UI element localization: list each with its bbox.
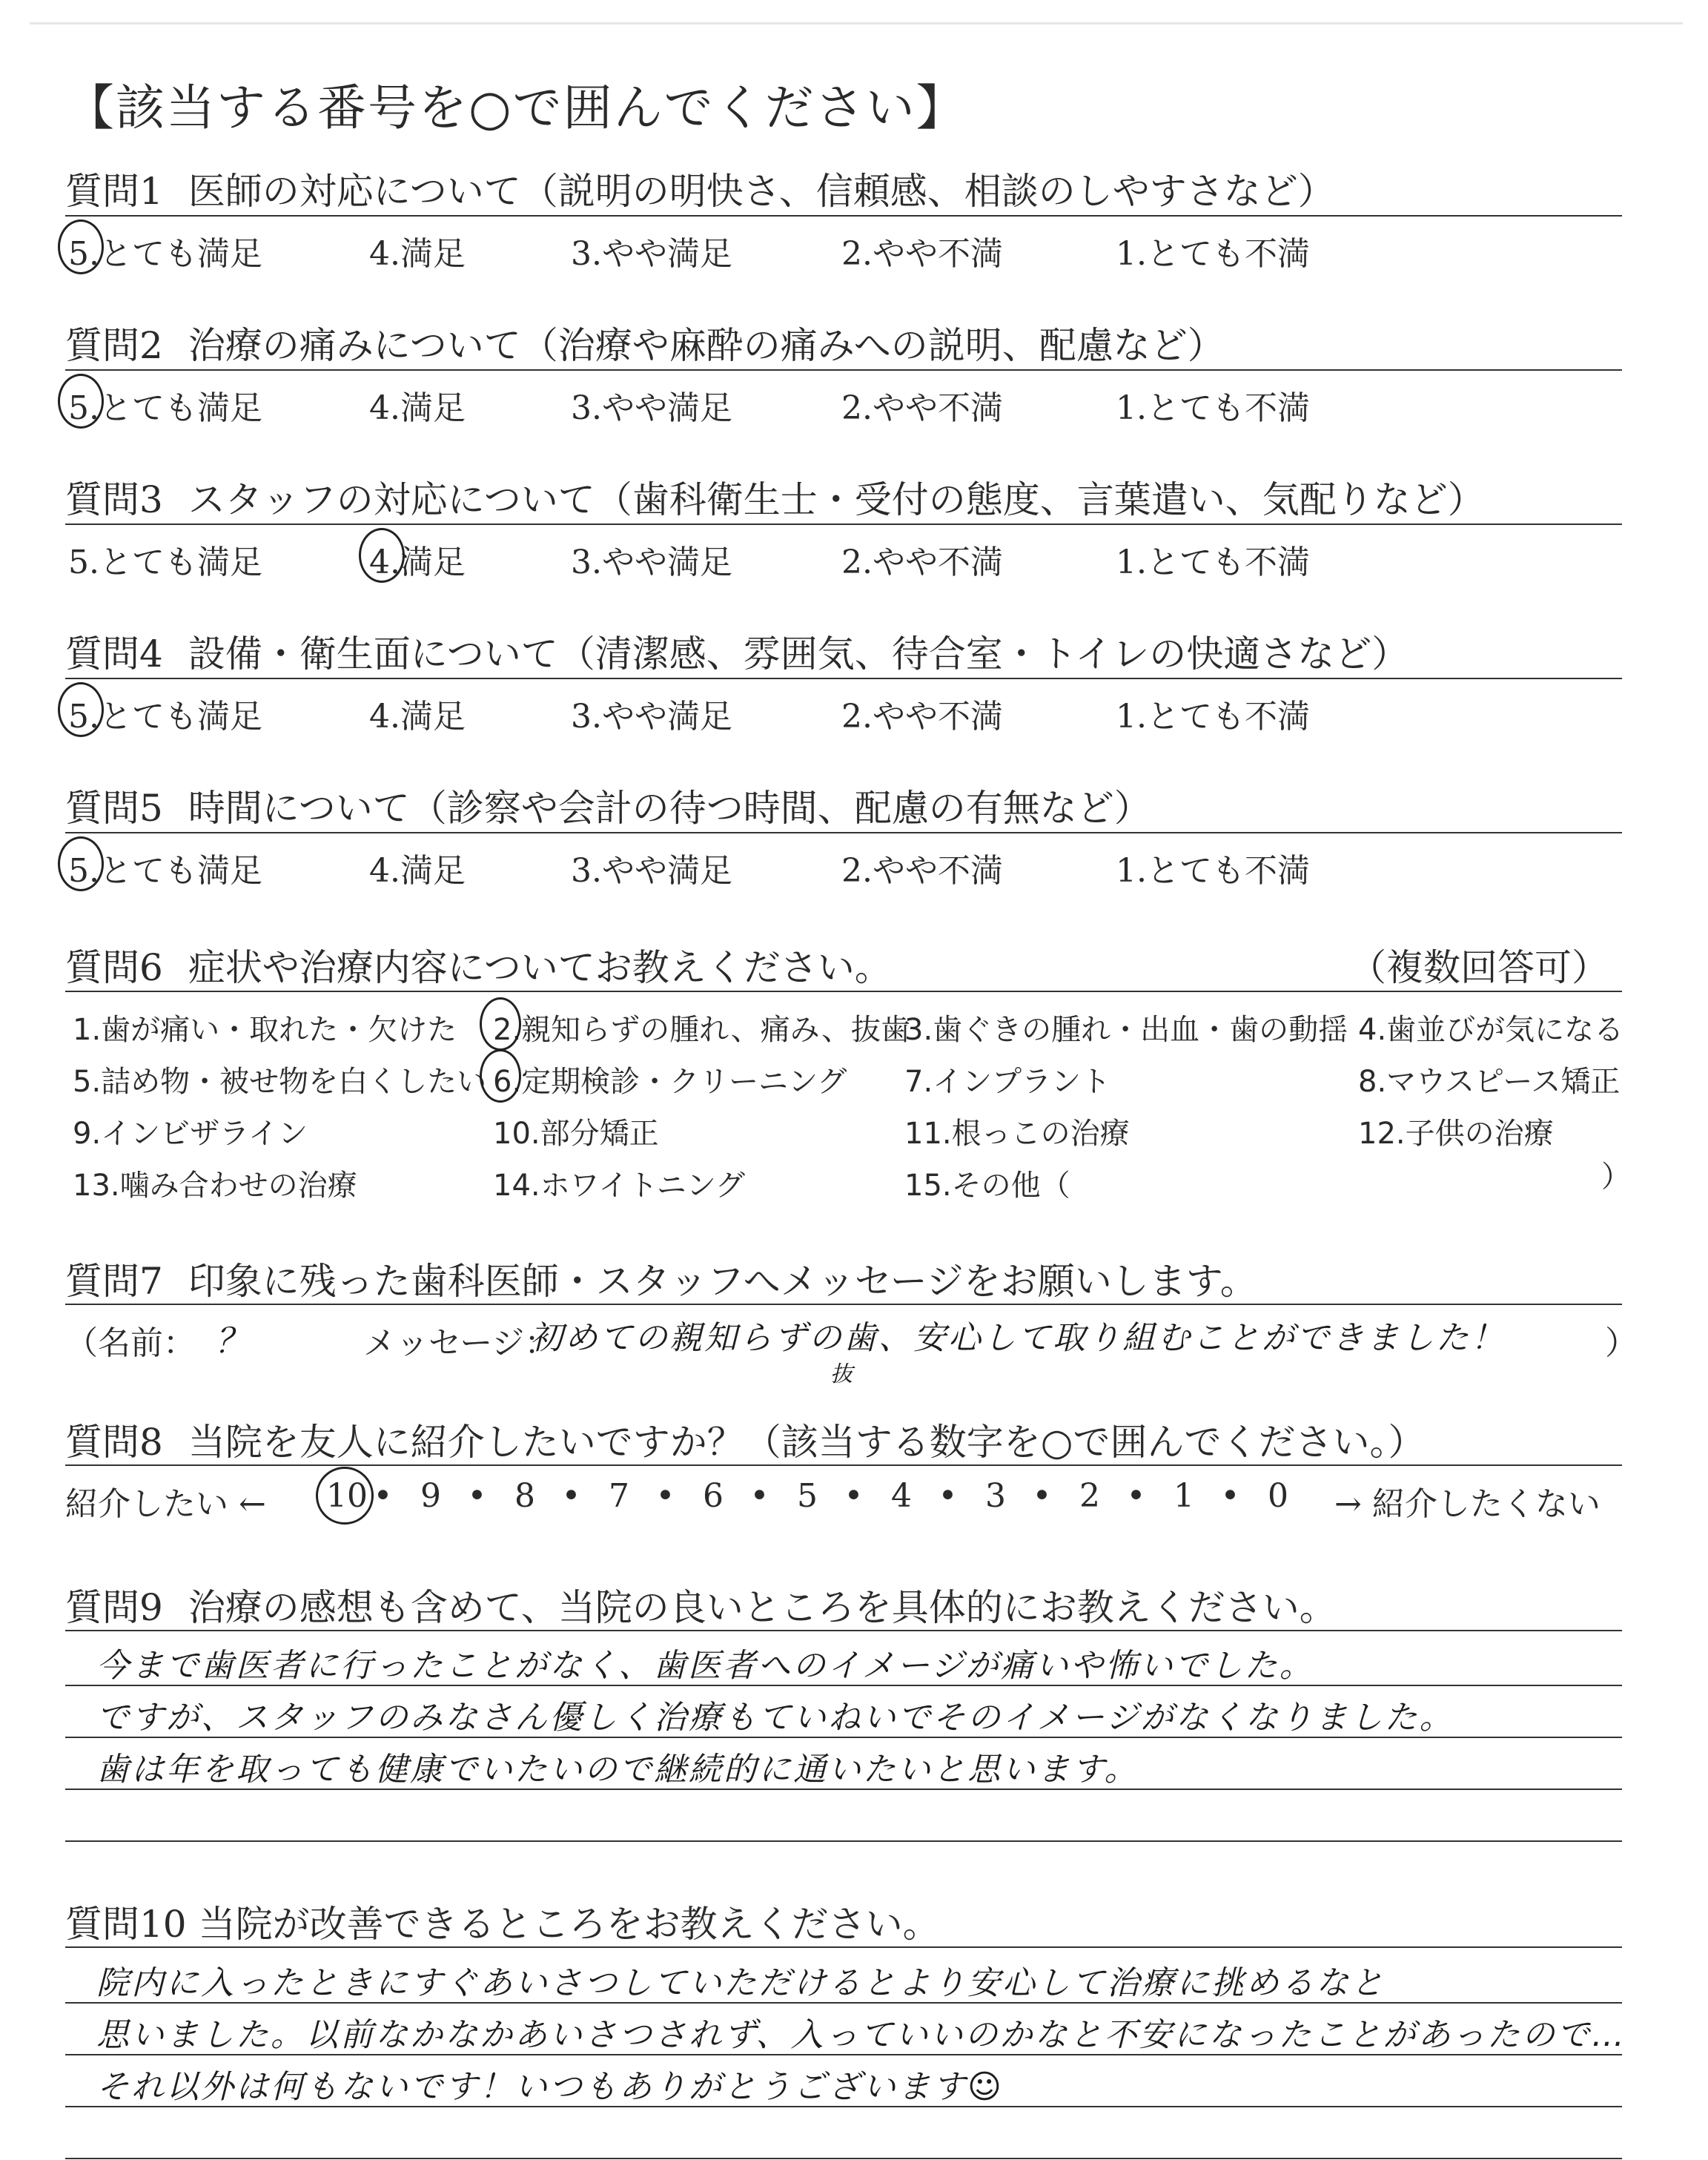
q2-label: 質問2: [65, 324, 163, 367]
q7-name-value: ？: [215, 1321, 251, 1361]
q8-label: 質問8: [65, 1421, 163, 1464]
q6-note: （複数回答可）: [1349, 946, 1609, 989]
q10-answer-rule-3: [65, 2106, 1622, 2107]
q8-score-3[interactable]: 3: [985, 1477, 1006, 1515]
q9-answer-line-3: 歯は年を取っても健康でいたいので継続的に通いたいと思います。: [96, 1751, 1139, 1789]
q7-message-annotation: 抜: [830, 1361, 855, 1387]
q8-heading: [65, 1413, 1425, 1466]
q6-option-9[interactable]: 9.インビザライン: [73, 1117, 308, 1151]
q5-text: 時間について（診察や会計の待つ時間、配慮の有無など）: [188, 787, 1151, 830]
q8-separator: •: [1032, 1477, 1052, 1515]
q10-answer-rule-1: [65, 2002, 1622, 2004]
q8-separator: •: [844, 1477, 864, 1515]
q10-heading: [65, 1895, 940, 1948]
q8-score-2[interactable]: 2: [1079, 1477, 1100, 1515]
q5-label: 質問5: [65, 787, 163, 830]
q8-score-4[interactable]: 4: [891, 1477, 912, 1515]
q1-heading: [65, 162, 1335, 215]
q9-answer-rule-3: [65, 1789, 1622, 1790]
q3-option-1[interactable]: 1.とても不満: [1116, 544, 1310, 581]
q8-score-0[interactable]: 0: [1268, 1477, 1288, 1515]
q7-message-label: メッセージ：: [363, 1324, 557, 1362]
q10-answer-rule-2: [65, 2054, 1622, 2055]
q1-option-4[interactable]: 4.満足: [369, 235, 466, 273]
q9-answer-line-1: 今まで歯医者に行ったことがなく、歯医者へのイメージが痛いや怖いでした。: [96, 1647, 1314, 1685]
q8-separator: •: [938, 1477, 958, 1515]
q6-option-15[interactable]: 15.その他（: [904, 1169, 1070, 1203]
q6-option-10[interactable]: 10.部分矯正: [493, 1117, 659, 1151]
q8-right-label: → 紹介したくない: [1334, 1485, 1601, 1523]
q8-score-6[interactable]: 6: [703, 1477, 724, 1515]
q7-rule: [65, 1304, 1622, 1305]
q6-option-6[interactable]: 6.定期検診・クリーニング: [493, 1065, 847, 1099]
q8-score-10[interactable]: 10: [326, 1477, 368, 1515]
q6-option-11[interactable]: 11.根っこの治療: [904, 1117, 1130, 1151]
q6-option-3[interactable]: 3.歯ぐきの腫れ・出血・歯の動揺: [904, 1013, 1348, 1047]
q4-text: 設備・衛生面について（清潔感、雰囲気、待合室・トイレの快適さなど）: [188, 633, 1409, 676]
q9-answer-line-2: ですが、スタッフのみなさん優しく治療もていねいでそのイメージがなくなりました。: [96, 1699, 1454, 1737]
page-title: 【該当する番号を○で囲んでください】: [65, 79, 967, 136]
q8-score-5[interactable]: 5: [797, 1477, 818, 1515]
q9-text: 治療の感想も含めて、当院の良いところを具体的にお教えください。: [188, 1586, 1337, 1629]
q8-score-9[interactable]: 9: [420, 1477, 441, 1515]
q5-selection-circle: [58, 836, 104, 891]
q8-rule: [65, 1464, 1622, 1466]
q5-heading: [65, 779, 1151, 832]
q8-separator: •: [1220, 1477, 1240, 1515]
q6-option-8[interactable]: 8.マウスピース矯正: [1358, 1065, 1621, 1099]
q8-score-8[interactable]: 8: [514, 1477, 535, 1515]
q10-label: 質問10: [65, 1903, 187, 1946]
q1-text: 医師の対応について（説明の明快さ、信頼感、相談のしやすさなど）: [188, 170, 1335, 213]
q3-label: 質問3: [65, 478, 163, 521]
q5-option-3[interactable]: 3.やや満足: [571, 852, 732, 890]
q6-option-13[interactable]: 13.噛み合わせの治療: [73, 1169, 357, 1203]
q2-option-3[interactable]: 3.やや満足: [571, 389, 732, 427]
q3-option-4[interactable]: 4.満足: [369, 544, 466, 581]
q5-option-1[interactable]: 1.とても不満: [1116, 852, 1310, 890]
q6-option-4[interactable]: 4.歯並びが気になる: [1358, 1013, 1624, 1047]
q2-option-2[interactable]: 2.やや不満: [841, 389, 1003, 427]
q4-option-2[interactable]: 2.やや不満: [841, 698, 1003, 736]
q10-answer-line-1: 院内に入ったときにすぐあいさつしていただけるとより安心して治療に挑めるなと: [96, 1964, 1386, 2002]
q7-close: ）: [1605, 1324, 1638, 1362]
q1-rule: [65, 215, 1622, 217]
q3-option-2[interactable]: 2.やや不満: [841, 544, 1003, 581]
q10-text: 当院が改善できるところをお教えください。: [198, 1903, 940, 1946]
q8-score-7[interactable]: 7: [609, 1477, 629, 1515]
q4-rule: [65, 678, 1622, 679]
q2-heading: [65, 316, 1225, 369]
q9-rule: [65, 1630, 1622, 1631]
q1-option-2[interactable]: 2.やや不満: [841, 235, 1003, 273]
q4-option-3[interactable]: 3.やや満足: [571, 698, 732, 736]
q2-option-1[interactable]: 1.とても不満: [1116, 389, 1310, 427]
q3-rule: [65, 524, 1622, 525]
q1-option-1[interactable]: 1.とても不満: [1116, 235, 1310, 273]
q4-option-1[interactable]: 1.とても不満: [1116, 698, 1310, 736]
top-border: [30, 22, 1683, 24]
q6-option-12[interactable]: 12.子供の治療: [1358, 1117, 1554, 1151]
q1-option-3[interactable]: 3.やや満足: [571, 235, 732, 273]
q6-option-16: ）: [1601, 1160, 1631, 1194]
q9-label: 質問9: [65, 1586, 163, 1629]
q8-separator: •: [467, 1477, 487, 1515]
q3-text: スタッフの対応について（歯科衛生士・受付の態度、言葉遣い、気配りなど）: [188, 478, 1485, 521]
q5-rule: [65, 832, 1622, 833]
q3-selection-circle: [359, 528, 405, 583]
q8-score-1[interactable]: 1: [1174, 1477, 1194, 1515]
q1-label: 質問1: [65, 170, 163, 213]
q10-answer-line-2: 思いました。以前なかなかあいさつされず、入っていいのかなと不安になったことがあったので…: [96, 2016, 1627, 2054]
q6-rule: [65, 991, 1622, 992]
q9-heading: [65, 1578, 1337, 1631]
q3-option-3[interactable]: 3.やや満足: [571, 544, 732, 581]
q4-label: 質問4: [65, 633, 163, 676]
q8-separator: •: [1126, 1477, 1146, 1515]
q4-option-4[interactable]: 4.満足: [369, 698, 466, 736]
q8-separator: •: [373, 1477, 393, 1515]
q2-text: 治療の痛みについて（治療や麻酔の痛みへの説明、配慮など）: [188, 324, 1225, 367]
q4-heading: [65, 624, 1409, 678]
q2-rule: [65, 369, 1622, 371]
q8-separator: •: [561, 1477, 581, 1515]
q6-option-2[interactable]: 2.親知らずの腫れ、痛み、抜歯: [493, 1013, 910, 1047]
q6-text: 症状や治療内容についてお教えください。: [188, 946, 892, 989]
q4-selection-circle: [58, 682, 104, 737]
q8-separator: •: [749, 1477, 769, 1515]
q3-heading: [65, 470, 1485, 524]
q8-separator: •: [655, 1477, 675, 1515]
q8-selection-circle: [316, 1467, 374, 1525]
q1-option-5[interactable]: 5.とても満足: [68, 235, 262, 273]
q7-message-value: 初めての親知らずの歯、安心して取り組むことができました！: [530, 1319, 1506, 1357]
q1-selection-circle: [58, 219, 104, 274]
q6-selection-circle-2: [480, 997, 521, 1051]
q7-label: 質問7: [65, 1260, 163, 1303]
q6-option-1[interactable]: 1.歯が痛い・取れた・欠けた: [73, 1013, 457, 1047]
q6-option-5[interactable]: 5.詰め物・被せ物を白くしたい: [73, 1065, 487, 1099]
q2-selection-circle: [58, 374, 104, 429]
q9-answer-rule-2: [65, 1737, 1622, 1738]
q6-label: 質問6: [65, 946, 163, 989]
q9-answer-rule-4: [65, 1840, 1622, 1842]
q8-left-label: 紹介したい ←: [65, 1485, 266, 1523]
q6-heading: [65, 938, 892, 991]
q8-text: 当院を友人に紹介したいですか？（該当する数字を○で囲んでください。）: [188, 1421, 1426, 1464]
q2-option-4[interactable]: 4.満足: [369, 389, 466, 427]
q5-option-2[interactable]: 2.やや不満: [841, 852, 1003, 890]
q6-selection-circle-6: [480, 1049, 521, 1103]
q5-option-5[interactable]: 5.とても満足: [68, 852, 262, 890]
q10-answer-rule-4: [65, 2158, 1622, 2159]
q5-option-4[interactable]: 4.満足: [369, 852, 466, 890]
q7-text: 印象に残った歯科医師・スタッフへメッセージをお願いします。: [188, 1260, 1257, 1303]
q10-rule: [65, 1946, 1622, 1948]
q10-answer-line-3: それ以外は何もないです！いつもありがとうございます☺: [96, 2068, 1004, 2106]
q3-option-5[interactable]: 5.とても満足: [68, 544, 262, 581]
q6-option-14[interactable]: 14.ホワイトニング: [493, 1169, 746, 1203]
q6-option-7[interactable]: 7.インプラント: [904, 1065, 1111, 1099]
q2-option-5[interactable]: 5.とても満足: [68, 389, 262, 427]
q7-name-label: （名前：: [65, 1324, 196, 1362]
q7-heading: [65, 1252, 1257, 1305]
q4-option-5[interactable]: 5.とても満足: [68, 698, 262, 736]
q9-answer-rule-1: [65, 1685, 1622, 1686]
